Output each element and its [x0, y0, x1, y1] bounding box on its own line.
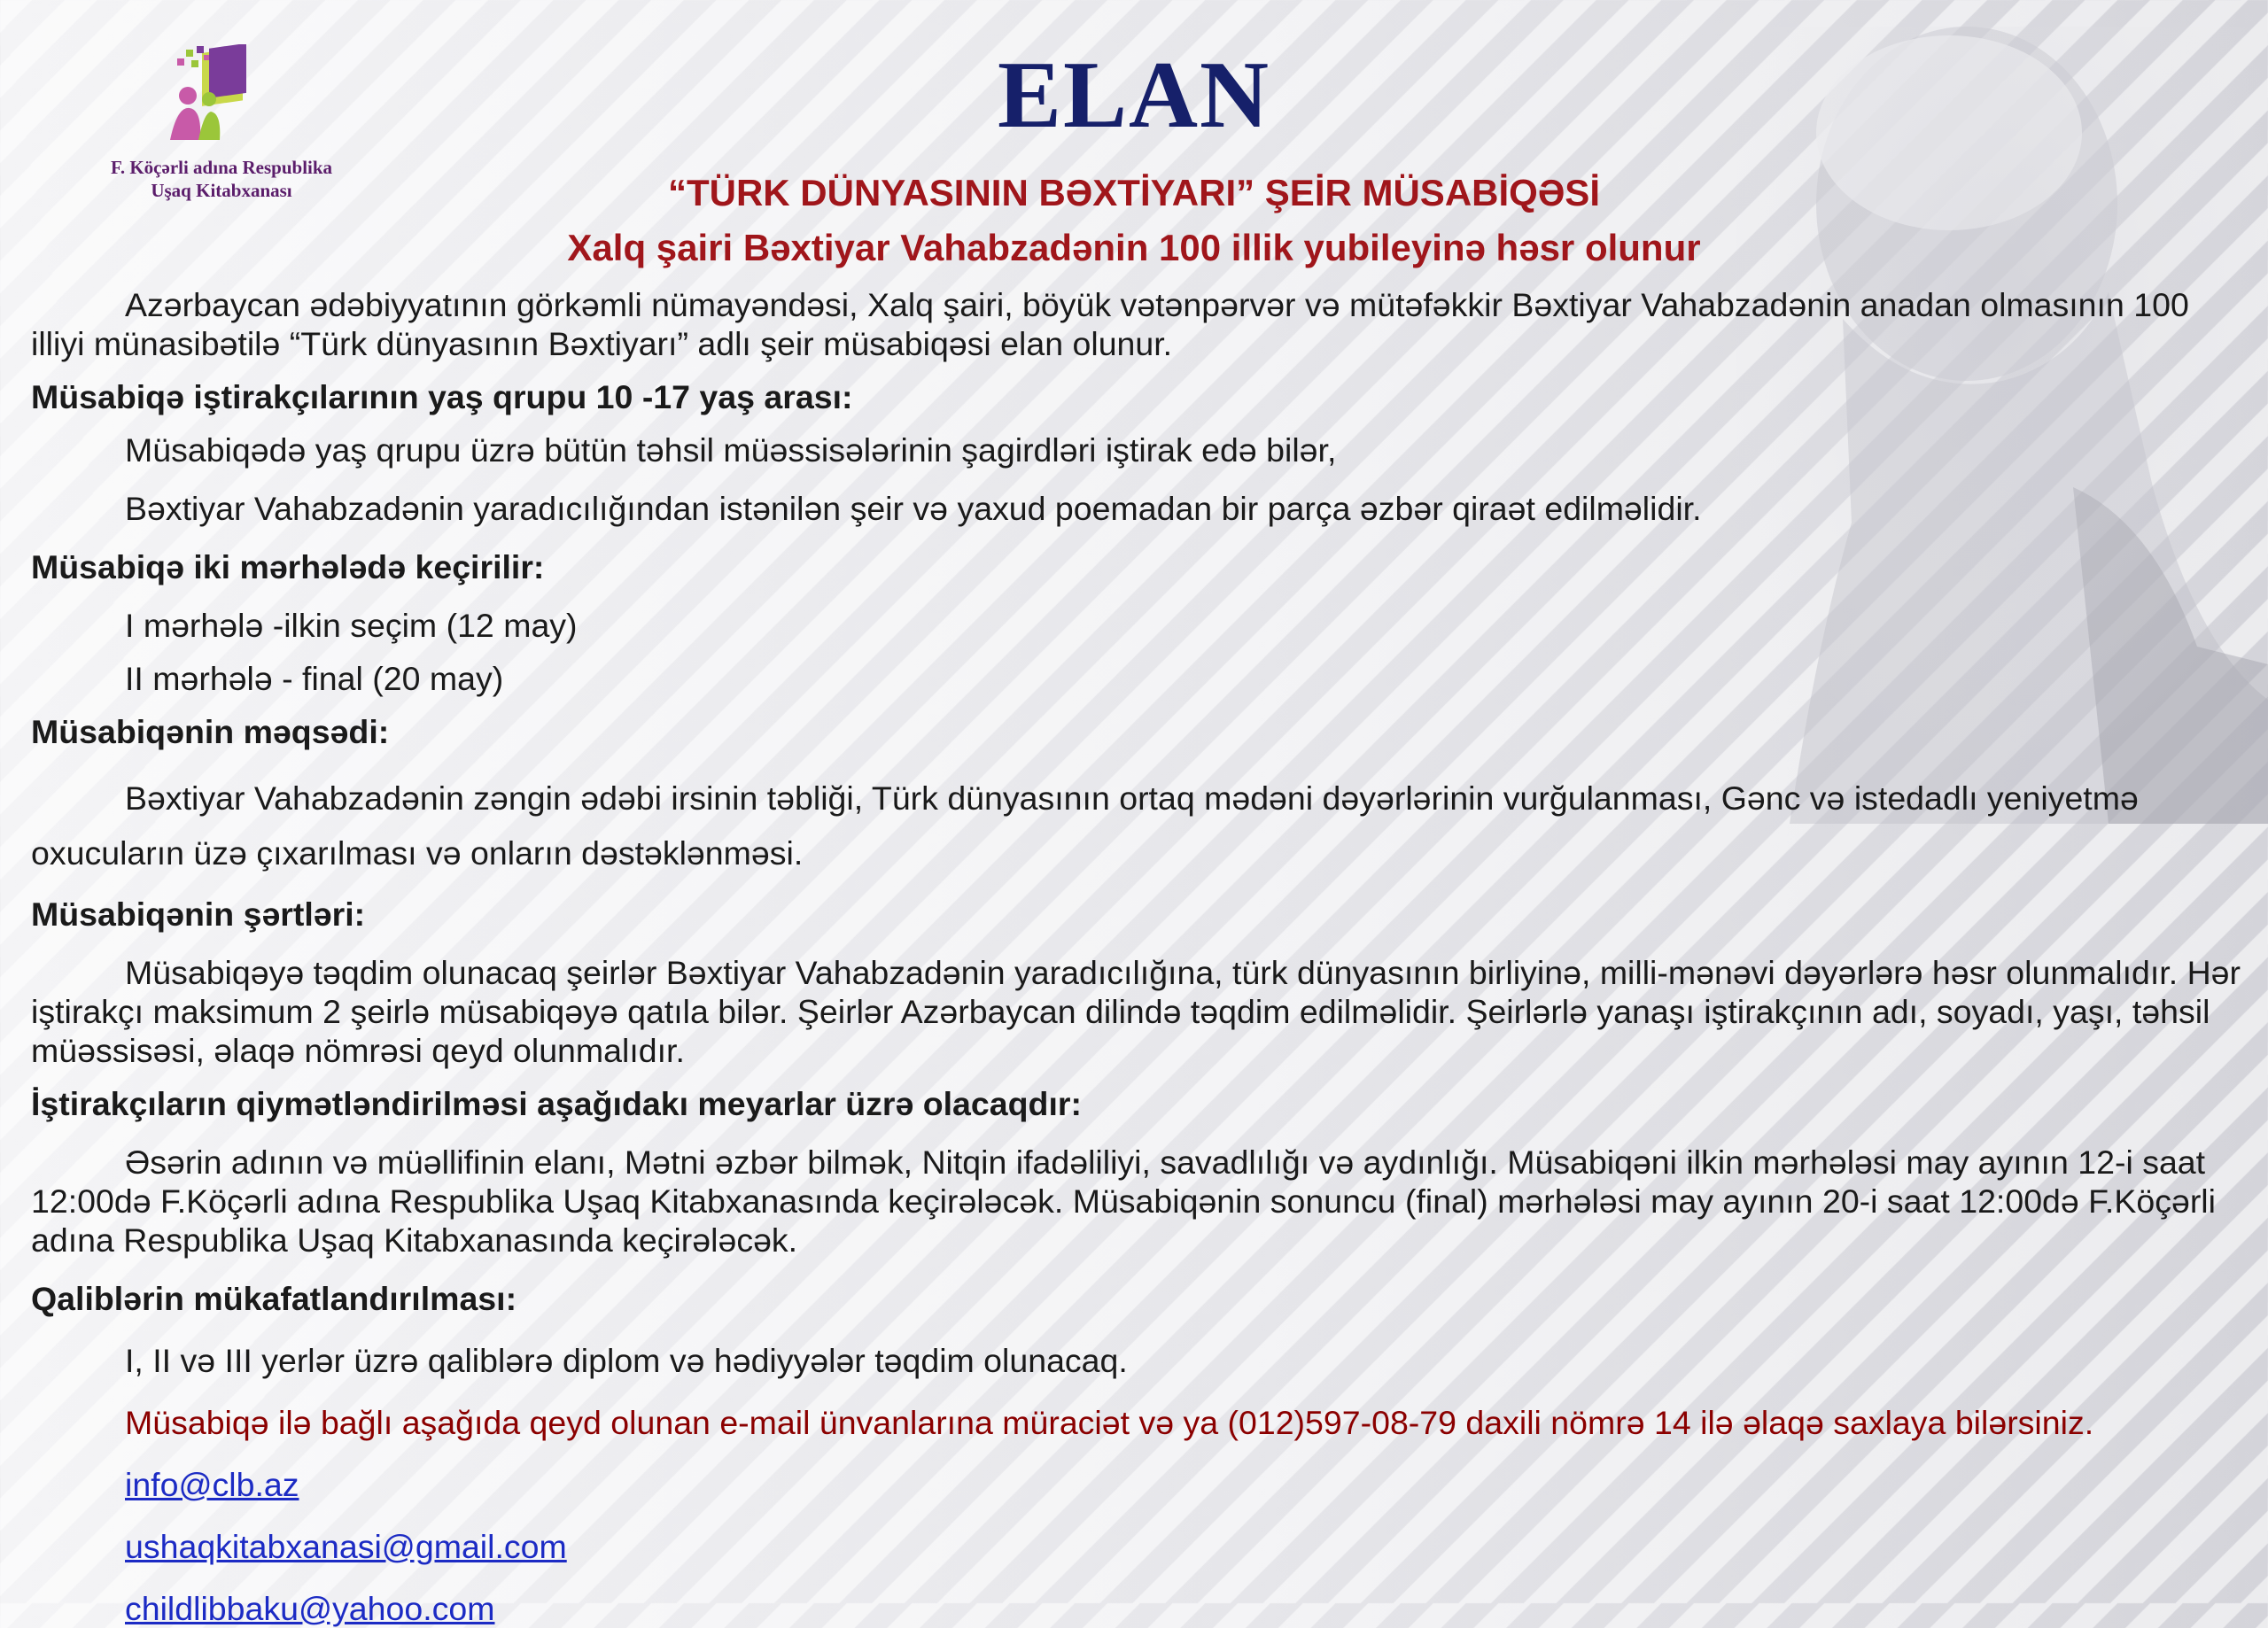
- evaluation-paragraph: Əsərin adının və müəllifinin elanı, Mətni əzbər bilmək, Nitqin ifadəliliyi, savadlılığı və aydınlığı. Müsabiqəni ilkin mərhələsi may ayının 12-i saat 12:00də F.Köçərli adına Respublika Uşaq Kitabxanasında keçirələcək. Müsabiqənin sonuncu (final) mərhələsi may ayının 20-i saat 12:00də F.Köçərli adına Respublika Uşaq Kitabxanasında keçirələcək.: [31, 1143, 2216, 1259]
- email-link-info[interactable]: info@clb.az: [125, 1466, 299, 1503]
- competition-subtitle: Xalq şairi Bəxtiyar Vahabzadənin 100 illik yubileyinə həsr olunur: [567, 227, 1701, 268]
- terms-paragraph: Müsabiqəyə təqdim olunacaq şeirlər Bəxtiyar Vahabzadənin yaradıcılığına, türk dünyasının birliyinə, milli-mənəvi dəyərlərə həsr olunmalıdır. Hər iştirakçı maksimum 2 şeirlə müsabiqəyə qatıla bilər. Şeirlər Azərbaycan dilində təqdim edilməlidir. Şeirlərlə yanaşı iştirakçının adı, soyadı, yaşı, təhsil müəssisəsi, əlaqə nömrəsi qeyd olunmalıdır.: [31, 954, 2241, 1069]
- goal-heading: Müsabiqənin məqsədi:: [31, 713, 390, 750]
- announcement-body: [31, 285, 2241, 1628]
- library-name-line2: Uşaq Kitabxanası: [151, 180, 292, 201]
- competition-title: “TÜRK DÜNYASININ BƏXTİYARI” ŞEİR MÜSABİQƏSİ: [667, 172, 1600, 213]
- stage-1: I mərhələ -ilkin seçim (12 may): [125, 607, 578, 644]
- age-group-line-1: Müsabiqədə yaş qrupu üzrə bütün təhsil müəssisələrinin şagirdləri iştirak edə bilər,: [125, 431, 1337, 469]
- age-group-heading: Müsabiqə iştirakçılarının yaş qrupu 10 -17 yaş arası:: [31, 378, 853, 415]
- terms-heading: Müsabiqənin şərtləri:: [31, 895, 366, 933]
- intro-paragraph: Azərbaycan ədəbiyyatının görkəmli nümayəndəsi, Xalq şairi, böyük vətənpərvər və mütəfəkkir Bəxtiyar Vahabzadənin anadan olmasının 100 illiyi münasibətilə “Türk dünyasının Bəxtiyarı” adlı şeir müsabiqəsi elan olunur.: [31, 286, 2189, 362]
- age-group-line-2: Bəxtiyar Vahabzadənin yaradıcılığından istənilən şeir və yaxud poemadan bir parça əzbər qiraət edilməlidir.: [125, 490, 1702, 527]
- email-link-yahoo[interactable]: childlibbaku@yahoo.com: [125, 1590, 495, 1627]
- library-name-line1: F. Köçərli adına Respublika: [110, 157, 333, 178]
- awards-heading: Qaliblərin mükafatlandırılması:: [31, 1280, 517, 1317]
- goal-paragraph: Bəxtiyar Vahabzadənin zəngin ədəbi irsinin təbliği, Türk dünyasının ortaq mədəni dəyərlərinin vurğulanması, Gənc və istedadlı yeniyetmə oxucuların üzə çıxarılması və onların dəstəklənməsi.: [31, 779, 2139, 872]
- evaluation-heading: İştirakçıların qiymətləndirilməsi aşağıdakı meyarlar üzrə olacaqdır:: [31, 1085, 1082, 1122]
- awards-paragraph: I, II və III yerlər üzrə qaliblərə diplom və hədiyyələr təqdim olunacaq.: [125, 1342, 1128, 1379]
- stage-2: II mərhələ - final (20 may): [125, 660, 504, 697]
- stages-heading: Müsabiqə iki mərhələdə keçirilir:: [31, 548, 545, 585]
- email-link-gmail[interactable]: ushaqkitabxanasi@gmail.com: [125, 1528, 567, 1565]
- page-title: ELAN: [997, 43, 1271, 148]
- contact-paragraph: Müsabiqə ilə bağlı aşağıda qeyd olunan e-mail ünvanlarına müraciət və ya (012)597-08-79 daxili nömrə 14 ilə əlaqə saxlaya bilərsiniz.: [125, 1404, 2094, 1441]
